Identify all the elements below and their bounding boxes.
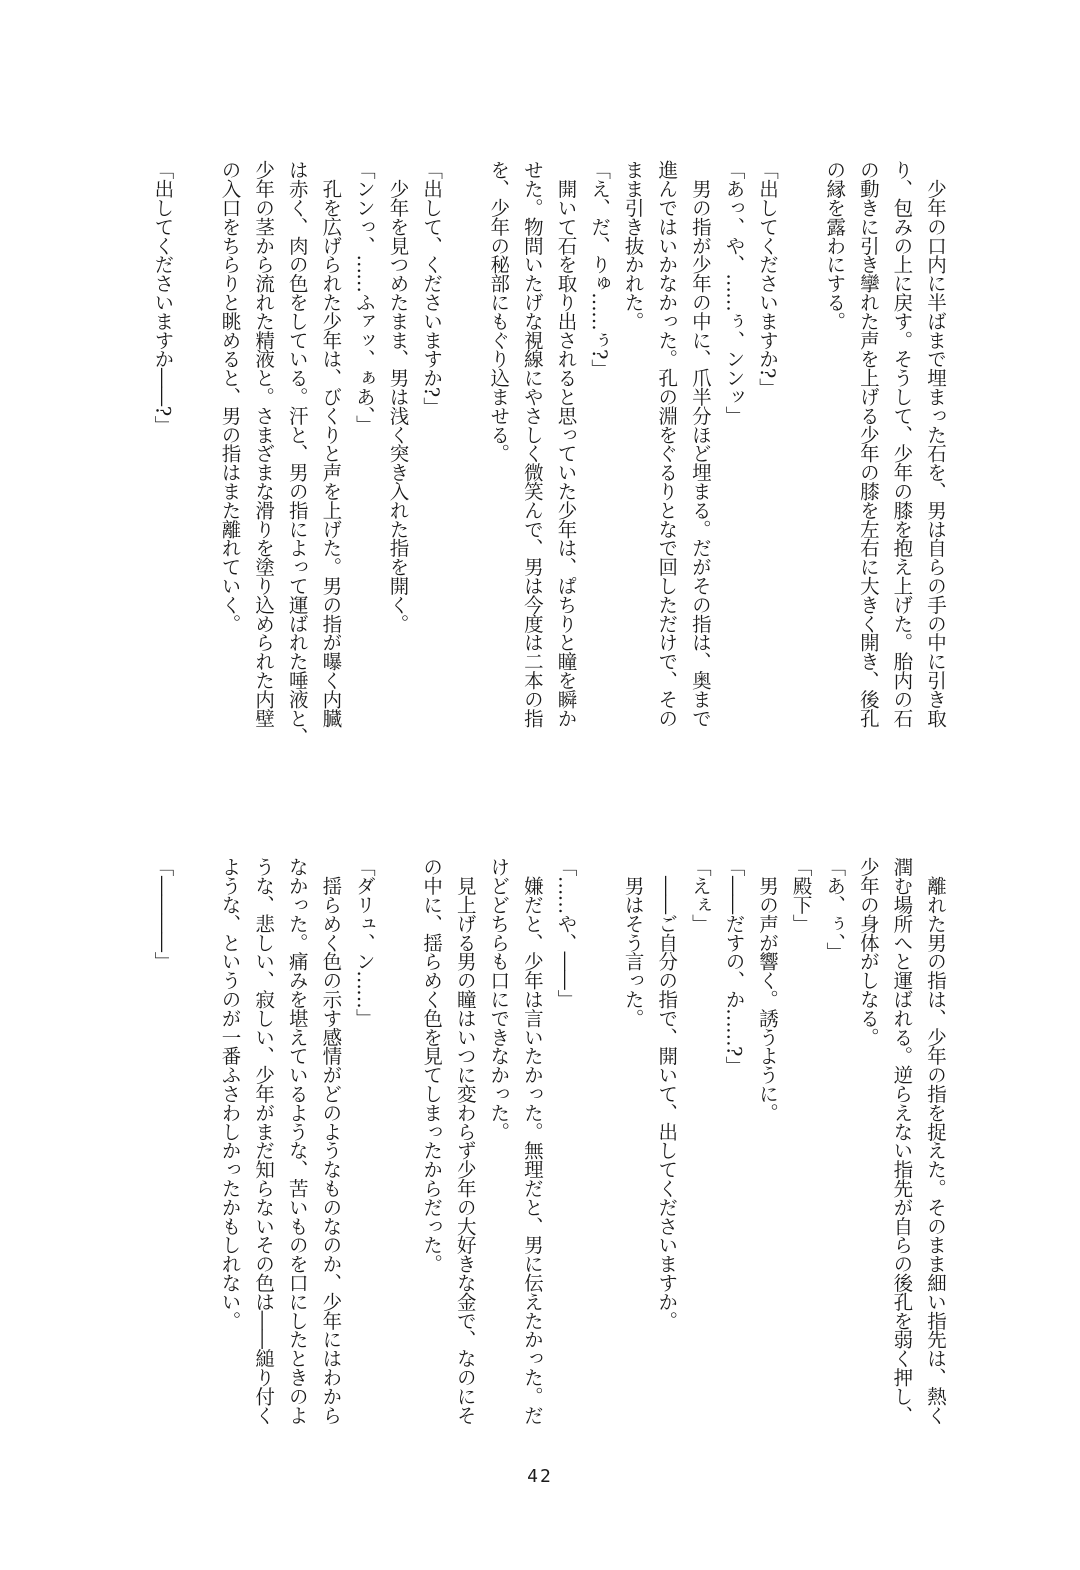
text-column: 「あ、ぅ、」 [823, 857, 847, 961]
text-column: の入口をちらりと眺めると、男の指はまた離れていく。 [218, 160, 242, 633]
text-column: 少年の茎から流れた精液と。さまざまな滑りを塗り込められた内壁 [252, 160, 276, 728]
text-column [381, 857, 415, 1447]
text-column: 「出して、くださいますか?」 [420, 160, 444, 416]
text-column: の中に、揺らめく色を見てしまったからだった。 [420, 857, 444, 1273]
text-column: 嫌だと、少年は言いたかった。無理だと、男に伝えたかった。だ [520, 857, 544, 1425]
upper-text-block [142, 160, 952, 750]
text-column: り、包みの上に戻す。そうして、少年の膝を抱え上げた。胎内の石 [890, 160, 914, 728]
text-column: ような、というのが一番ふさわしかったかもしれない。 [218, 857, 242, 1330]
text-column: 潤む場所へと運ばれる。逆らえない指先が自らの後孔を弱く押し、 [890, 857, 914, 1425]
text-column: の動きに引き攣れた声を上げる少年の膝を左右に大きく開き、後孔 [856, 160, 880, 728]
text-column: 揺らめく色の示す感情がどのようなものなのか、少年にはわから [319, 857, 343, 1425]
text-column: 開いて石を取り出されると思っていた少年は、ぱちりと瞳を瞬か [554, 160, 578, 728]
text-column: 少年の口内に半ばまで埋まった石を、男は自らの手の中に引き取 [924, 160, 947, 728]
text-column: 「……や、――」 [554, 857, 578, 1009]
text-column: 「――だすの、か……?」 [722, 857, 746, 1075]
text-column: 孔を広げられた少年は、びくりと声を上げた。男の指が曝く内臓 [319, 160, 343, 728]
text-column: 「え、だ、りゅ……ぅ?」 [588, 160, 612, 378]
text-column: 少年の身体がしなる。 [856, 857, 880, 1047]
text-column: 男の声が響く。誘うように。 [756, 857, 780, 1122]
lower-text-block [142, 857, 952, 1447]
text-column: 「――――」 [151, 857, 175, 971]
text-column: まま引き抜かれた。 [621, 160, 645, 331]
text-column: 男の指が少年の中に、爪半分ほど埋まる。だがその指は、奥まで [688, 160, 712, 728]
text-column: 見上げる男の瞳はいつに変わらず少年の大好きな金で、なのにそ [453, 857, 477, 1425]
text-column: は赤く、肉の色をしている。汗と、男の指によって運ばれた唾液と、 [285, 160, 309, 746]
text-column: 「出してくださいますか?」 [756, 160, 780, 397]
text-column: 離れた男の指は、少年の指を捉えた。そのまま細い指先は、熱く [924, 857, 947, 1425]
text-column: 「あっ、や、……ぅ、ンンッ」 [722, 160, 746, 425]
text-column: 「殿下」 [789, 857, 813, 933]
text-column: 「出してくださいますか――?」 [151, 160, 175, 435]
text-column [448, 160, 482, 750]
text-column: 「ンンっ、……ふァッ、ぁあ、」 [352, 160, 376, 434]
text-column [179, 160, 213, 750]
text-column [179, 857, 213, 1447]
text-column: 少年を見つめたまま、男は浅く突き入れた指を開く。 [386, 160, 410, 633]
page-number: 42 [527, 1466, 553, 1487]
text-column: 進んではいかなかった。孔の淵をぐるりとなで回しただけで、その [655, 160, 679, 728]
text-column [784, 160, 818, 750]
text-column: ――ご自分の指で、開いて、出してくださいますか。 [655, 857, 679, 1330]
text-column: を、少年の秘部にもぐり込ませる。 [487, 160, 511, 463]
text-column: の縁を露わにする。 [823, 160, 847, 331]
text-column: 「ダリュ、ン……」 [352, 857, 376, 1028]
text-column: うな、悲しい、寂しい、少年がまだ知らないその色は――縋り付く [252, 857, 276, 1425]
text-column: せた。物問いたげな視線にやさしく微笑んで、男は今度は二本の指 [520, 160, 544, 728]
text-column: なかった。痛みを堪えているような、苦いものを口にしたときのよ [285, 857, 309, 1425]
text-column [582, 857, 616, 1447]
text-column: 「えぇ」 [688, 857, 712, 933]
text-column: けどどちらも口にできなかった。 [487, 857, 511, 1141]
text-column: 男はそう言った。 [621, 857, 645, 1028]
